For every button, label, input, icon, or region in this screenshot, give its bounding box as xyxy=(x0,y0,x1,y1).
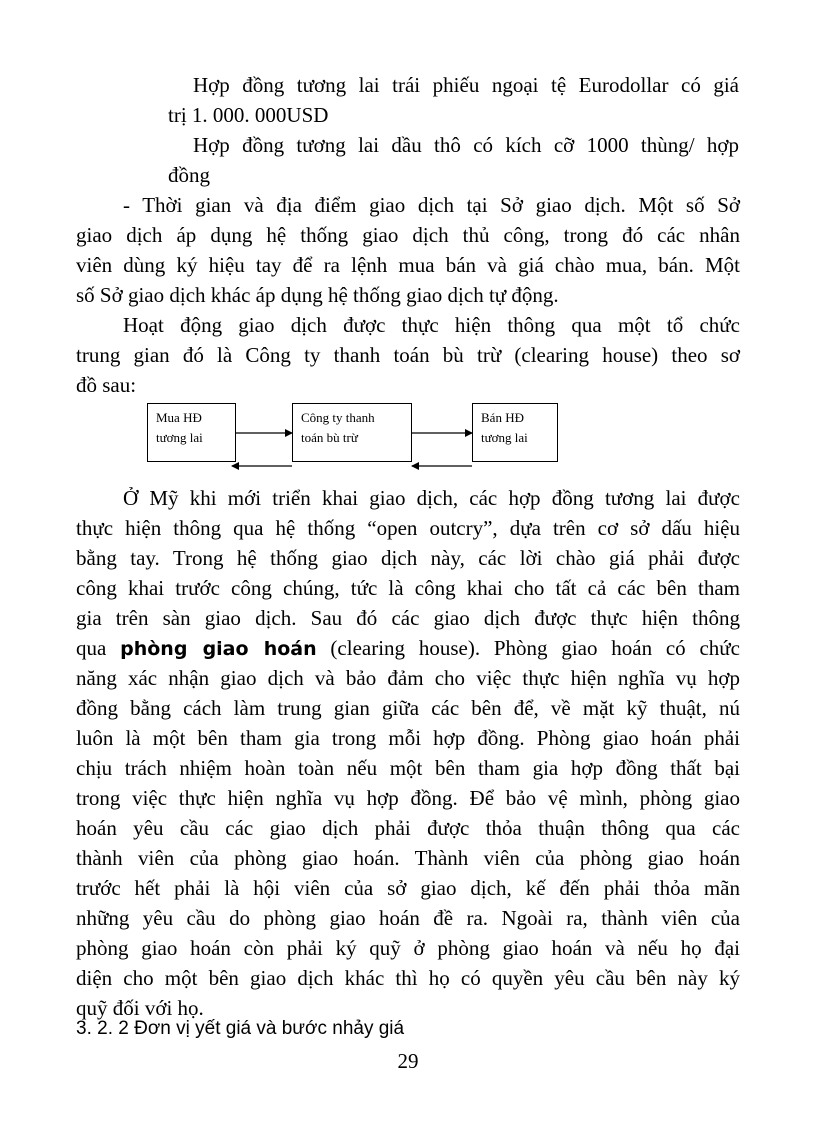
text-line: luôn là một bên tham gia trong mỗi hợp đồng. Phòng giao hoán phải xyxy=(76,726,740,750)
box-buy-futures xyxy=(147,403,236,462)
text-line: diện cho một bên giao dịch khác thì họ có quyền yêu cầu bên này ký xyxy=(76,966,740,990)
box-label: toán bù trừ xyxy=(301,430,358,445)
text-line: trong việc thực hiện nghĩa vụ hợp đồng. Để bảo vệ mình, phòng giao xyxy=(76,786,740,810)
text-line: Hoạt động giao dịch được thực hiện thông qua một tổ chức xyxy=(123,313,740,337)
text-line: chịu trách nhiệm hoàn toàn nếu một bên tham gia hợp đồng thất bại xyxy=(76,756,740,780)
section-heading: 3. 2. 2 Đơn vị yết giá và bước nhảy giá xyxy=(76,1018,405,1039)
text-line xyxy=(76,633,740,664)
text-line: viên dùng ký hiệu tay để ra lệnh mua bán và giá chào mua, bán. Một xyxy=(76,253,740,277)
text-line: số Sở giao dịch khác áp dụng hệ thống giao dịch tự động. xyxy=(76,283,559,307)
text-line: trước hết phải là hội viên của sở giao dịch, kế đến phải thỏa mãn xyxy=(76,876,740,900)
box-label: tương lai xyxy=(481,430,528,445)
text-line: gia trên sàn giao dịch. Sau đó các giao dịch được thực hiện thông xyxy=(76,606,740,630)
page-number: 29 xyxy=(397,1049,419,1073)
text-line: - Thời gian và địa điểm giao dịch tại Sở giao dịch. Một số Sở xyxy=(123,193,740,217)
text-line: năng xác nhận giao dịch và bảo đảm cho việc thực hiện nghĩa vụ hợp xyxy=(76,666,740,690)
text-line: hoán yêu cầu các giao dịch phải được thỏa thuận thông qua các xyxy=(76,816,740,840)
text-line: thành viên của phòng giao hoán. Thành viên của phòng giao hoán xyxy=(76,846,740,870)
box-label: Công ty thanh xyxy=(301,410,375,425)
box-clearing-house xyxy=(292,403,412,462)
text-line: thực hiện thông qua hệ thống “open outcry”, dựa trên cơ sở dấu hiệu xyxy=(76,516,740,540)
text-run: (clearing house). Phòng giao hoán có chức xyxy=(316,636,740,660)
text-line: phòng giao hoán còn phải ký quỹ ở phòng giao hoán và nếu họ đại xyxy=(76,936,740,960)
text-line: đồng bằng cách làm trung gian giữa các bên để, về mặt kỹ thuật, nú xyxy=(76,696,740,720)
text-line: bằng tay. Trong hệ thống giao dịch này, các lời chào giá phải được xyxy=(76,546,740,570)
text-run: qua xyxy=(76,636,121,660)
text-line: đồng xyxy=(168,163,210,187)
box-label: Mua HĐ xyxy=(156,410,202,425)
box-label: tương lai xyxy=(156,430,203,445)
text-line: công khai trước công chúng, tức là công khai cho tất cả các bên tham xyxy=(76,576,740,600)
bold-term: phòng giao hoán xyxy=(120,638,317,660)
box-sell-futures xyxy=(472,403,558,462)
box-label: Bán HĐ xyxy=(481,410,524,425)
text-line: giao dịch áp dụng hệ thống giao dịch thủ công, trong đó các nhân xyxy=(76,223,740,247)
text-line: những yêu cầu do phòng giao hoán đề ra. Ngoài ra, thành viên của xyxy=(76,906,740,930)
text-line: trị 1. 000. 000USD xyxy=(168,103,329,127)
text-line: Hợp đồng tương lai dầu thô có kích cỡ 1000 thùng/ hợp xyxy=(193,133,739,157)
text-line: Ở Mỹ khi mới triển khai giao dịch, các hợp đồng tương lai được xyxy=(123,486,740,510)
text-line: quỹ đối với họ. xyxy=(76,996,204,1020)
text-line: trung gian đó là Công ty thanh toán bù trừ (clearing house) theo sơ xyxy=(76,343,740,367)
text-line: Hợp đồng tương lai trái phiếu ngoại tệ Eurodollar có giá xyxy=(193,73,739,97)
text-line: đồ sau: xyxy=(76,373,137,397)
